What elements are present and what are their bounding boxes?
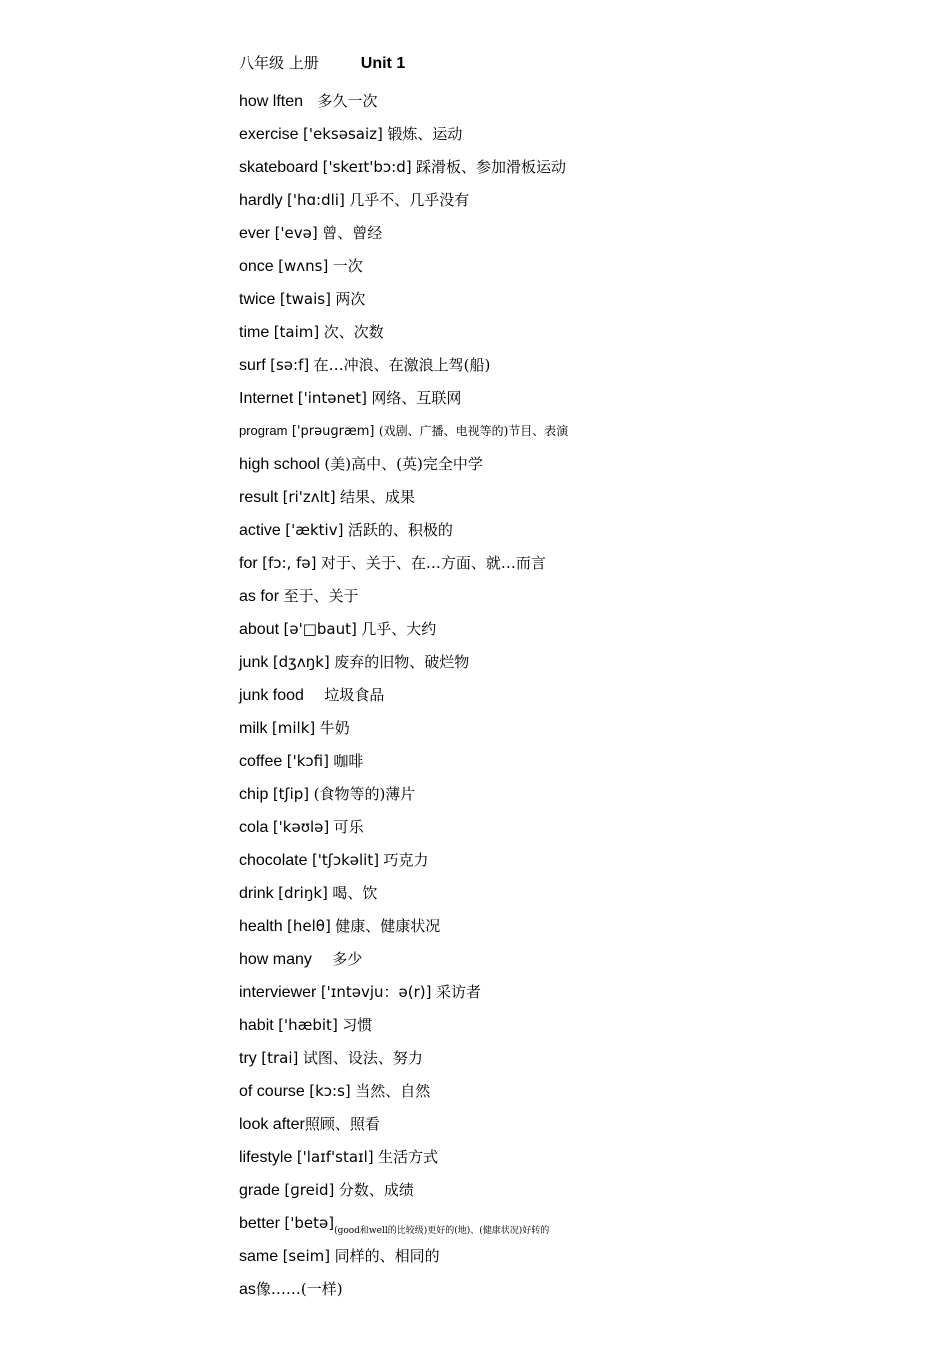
- vocab-meaning: 同样的、相同的: [334, 1247, 440, 1265]
- vocab-phonetic: ['ɪntəvju：ə(r)]: [320, 983, 432, 1001]
- vocab-meaning: 生活方式: [378, 1148, 439, 1166]
- vocab-entry: [239, 418, 919, 451]
- vocab-meaning: 像……(一样): [255, 1280, 343, 1298]
- vocab-meaning: 活跃的、积极的: [347, 521, 453, 539]
- vocab-phonetic: [seim]: [282, 1247, 331, 1265]
- vocab-word: Internet: [239, 390, 294, 407]
- vocab-phonetic: [ri'zʌlt]: [282, 488, 336, 506]
- vocab-meaning: (食物等的)薄片: [313, 785, 416, 803]
- vocab-meaning: 结果、成果: [340, 488, 416, 506]
- vocab-entry: [239, 913, 919, 946]
- vocab-meaning: 采访者: [435, 983, 481, 1001]
- vocab-phonetic: [tʃip]: [272, 785, 310, 803]
- vocab-word: interviewer: [239, 984, 317, 1001]
- vocabulary-list: [239, 88, 919, 1309]
- vocab-entry: [239, 715, 919, 748]
- vocab-phonetic: ['intənet]: [297, 389, 367, 407]
- vocab-entry: [239, 1012, 919, 1045]
- vocab-entry: [239, 220, 919, 253]
- vocab-phonetic: [sə:f]: [270, 356, 310, 374]
- vocab-meaning: (戏剧、广播、电视等的)节目、表演: [378, 424, 569, 438]
- vocab-word: active: [239, 522, 281, 539]
- vocab-meaning: 试图、设法、努力: [302, 1049, 423, 1067]
- vocab-word: lifestyle: [239, 1149, 293, 1166]
- vocab-phonetic: ['kəʊlə]: [272, 818, 330, 836]
- vocab-entry: [239, 1276, 919, 1309]
- vocab-entry: [239, 1210, 919, 1243]
- vocab-phonetic: [wʌns]: [278, 257, 329, 275]
- vocab-word: how lften: [239, 93, 304, 110]
- vocab-entry: [239, 154, 919, 187]
- vocab-word: junk: [239, 654, 269, 671]
- vocab-entry: [239, 484, 919, 517]
- vocab-entry: [239, 880, 919, 913]
- vocab-entry: [239, 814, 919, 847]
- grade-label: 八年级 上册: [239, 54, 319, 72]
- vocab-word: exercise: [239, 126, 299, 143]
- vocab-phonetic: ['hɑ:dli]: [287, 191, 345, 209]
- vocab-phonetic: ['betə]: [284, 1214, 335, 1232]
- vocab-entry: [239, 286, 919, 319]
- vocab-word: how many: [239, 951, 312, 968]
- vocab-meaning: 两次: [335, 290, 366, 308]
- vocab-meaning: 废弃的旧物、破烂物: [334, 653, 470, 671]
- vocab-word: drink: [239, 885, 274, 902]
- vocab-entry: [239, 187, 919, 220]
- vocab-meaning: 几乎不、几乎没有: [349, 191, 470, 209]
- vocab-meaning: 分数、成绩: [338, 1181, 414, 1199]
- vocab-word: better: [239, 1215, 280, 1232]
- vocab-entry: [239, 682, 919, 715]
- vocab-entry: [239, 517, 919, 550]
- vocab-phonetic: ['prəuɡræm]: [291, 424, 375, 439]
- vocab-entry: [239, 583, 919, 616]
- vocab-word: health: [239, 918, 283, 935]
- vocab-entry: [239, 847, 919, 880]
- vocab-entry: [239, 946, 919, 979]
- vocab-word: hardly: [239, 192, 283, 209]
- vocab-phonetic: [twais]: [279, 290, 331, 308]
- vocab-entry: [239, 781, 919, 814]
- vocab-phonetic: ['skeɪt'bɔ:d]: [322, 158, 412, 176]
- vocab-word: as for: [239, 588, 280, 605]
- vocab-word: as: [239, 1281, 256, 1298]
- vocab-word: program: [239, 423, 288, 438]
- vocab-phonetic: ['eksəsaiz]: [303, 125, 383, 143]
- vocab-meaning: 咖啡: [333, 752, 364, 770]
- vocab-phonetic: [ɡreid]: [284, 1181, 335, 1199]
- vocab-phonetic: ['tʃɔkəlit]: [311, 851, 380, 869]
- vocab-meaning: 习惯: [342, 1016, 373, 1034]
- vocab-phonetic: [dʒʌŋk]: [272, 653, 330, 671]
- vocab-meaning: 对于、关于、在…方面、就…而言: [320, 554, 546, 572]
- vocab-entry: [239, 352, 919, 385]
- vocab-phonetic: [milk]: [271, 719, 316, 737]
- vocab-entry: [239, 385, 919, 418]
- vocab-meaning: 次、次数: [323, 323, 384, 341]
- vocab-entry: [239, 1177, 919, 1210]
- vocab-word: twice: [239, 291, 276, 308]
- vocab-meaning: (美)高中、(英)完全中学: [324, 455, 483, 473]
- vocab-word: time: [239, 324, 270, 341]
- vocab-phonetic: ['hæbit]: [278, 1016, 338, 1034]
- vocab-word: junk food: [239, 687, 304, 704]
- vocab-word: coffee: [239, 753, 283, 770]
- vocab-entry: [239, 1243, 919, 1276]
- vocab-phonetic: [ə'□baut]: [283, 620, 357, 638]
- vocab-meaning: 曾、曾经: [322, 224, 383, 242]
- vocab-entry: [239, 253, 919, 286]
- vocab-meaning: 锻炼、运动: [387, 125, 463, 143]
- vocab-meaning: 至于、关于: [283, 587, 359, 605]
- vocab-phonetic: ['æktiv]: [285, 521, 344, 539]
- vocab-word: same: [239, 1248, 279, 1265]
- vocab-word: look after: [239, 1116, 305, 1133]
- unit-title: Unit 1: [360, 55, 406, 72]
- vocab-entry: [239, 451, 919, 484]
- vocab-phonetic: [driŋk]: [278, 884, 328, 902]
- vocab-phonetic: [kɔ:s]: [309, 1082, 351, 1100]
- vocab-meaning: 可乐: [333, 818, 364, 836]
- vocab-meaning: 踩滑板、参加滑板运动: [416, 158, 567, 176]
- vocab-meaning: 在…冲浪、在激浪上驾(船): [313, 356, 491, 374]
- vocab-meaning: 多少: [332, 950, 363, 968]
- vocab-entry: [239, 550, 919, 583]
- vocab-word: grade: [239, 1182, 280, 1199]
- vocab-phonetic: ['laɪf'staɪl]: [296, 1148, 374, 1166]
- vocab-entry: [239, 1144, 919, 1177]
- vocab-word: milk: [239, 720, 268, 737]
- vocab-entry: [239, 319, 919, 352]
- vocab-word: result: [239, 489, 279, 506]
- vocab-meaning: 几乎、大约: [361, 620, 437, 638]
- vocab-entry: [239, 748, 919, 781]
- vocab-entry: [239, 616, 919, 649]
- vocab-phonetic: ['kɔfi]: [286, 752, 329, 770]
- vocab-word: once: [239, 258, 274, 275]
- vocab-word: try: [239, 1050, 257, 1067]
- vocab-word: about: [239, 621, 280, 638]
- vocab-phonetic: [helθ]: [287, 917, 331, 935]
- vocab-word: ever: [239, 225, 271, 242]
- vocab-word: chip: [239, 786, 269, 803]
- vocab-word: surf: [239, 357, 266, 374]
- vocab-word: high school: [239, 456, 320, 473]
- vocab-meaning: (good和well的比较级)更好的(地)、(健康状况)好转的: [334, 1226, 550, 1236]
- vocab-phonetic: [fɔ:, fə]: [262, 554, 317, 572]
- vocab-entry: [239, 1045, 919, 1078]
- vocab-meaning: 网络、互联网: [371, 389, 462, 407]
- vocab-word: for: [239, 555, 258, 572]
- vocab-meaning: 巧克力: [383, 851, 429, 869]
- vocab-entry: [239, 121, 919, 154]
- vocab-entry: [239, 88, 919, 121]
- page-header: [239, 52, 405, 75]
- vocab-entry: [239, 1078, 919, 1111]
- vocab-entry: [239, 649, 919, 682]
- vocab-meaning: 当然、自然: [355, 1082, 431, 1100]
- vocab-meaning: 照顾、照看: [304, 1115, 380, 1133]
- vocab-phonetic: [taim]: [273, 323, 320, 341]
- vocab-meaning: 垃圾食品: [324, 686, 385, 704]
- vocab-word: cola: [239, 819, 269, 836]
- vocab-meaning: 喝、饮: [332, 884, 378, 902]
- vocab-word: habit: [239, 1017, 274, 1034]
- vocab-word: chocolate: [239, 852, 308, 869]
- vocab-meaning: 一次: [332, 257, 363, 275]
- vocab-phonetic: ['evə]: [274, 224, 318, 242]
- vocab-meaning: 健康、健康状况: [335, 917, 441, 935]
- vocab-word: of course: [239, 1083, 305, 1100]
- vocab-phonetic: [trai]: [261, 1049, 299, 1067]
- vocab-entry: [239, 1111, 919, 1144]
- vocab-word: skateboard: [239, 159, 319, 176]
- vocab-entry: [239, 979, 919, 1012]
- vocab-meaning: 牛奶: [319, 719, 350, 737]
- vocab-meaning: 多久一次: [317, 92, 378, 110]
